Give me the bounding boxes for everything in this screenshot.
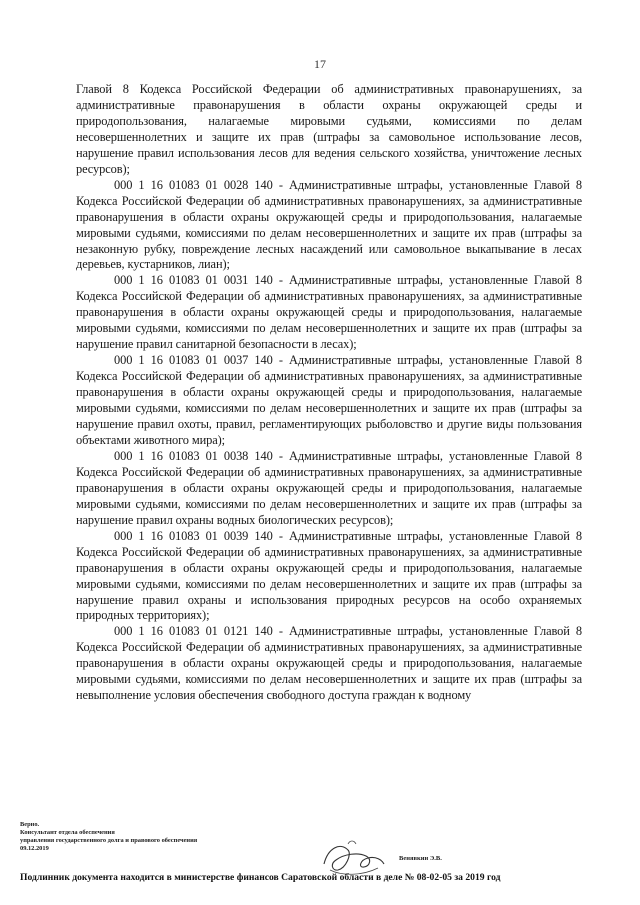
paragraph-code-0038: 000 1 16 01083 01 0038 140 - Административные штрафы, установленные Главой 8 Кодекса Российской Федерации об административных правонарушениях, за административные правонарушения в области охраны окружающей среды и природопользования, налагаемые мировыми судьями, комиссиями по делам несовершеннолетних и защите их прав (штрафы за нарушение правил охраны водных биологических ресурсов); xyxy=(76,448,582,527)
stamp-line: Консультант отдела обеспечения xyxy=(20,829,115,836)
stamp-line: 09.12.2019 xyxy=(20,845,49,852)
page-number: 17 xyxy=(314,57,326,71)
certification-stamp xyxy=(20,821,230,853)
paragraph-code-0039: 000 1 16 01083 01 0039 140 - Административные штрафы, установленные Главой 8 Кодекса Российской Федерации об административных правонарушениях, за административные правонарушения в области охраны окружающей среды и природопользования, налагаемые мировыми судьями, комиссиями по делам несовершеннолетних и защите их прав (штрафы за нарушение правил охраны и использования природных ресурсов на особо охраняемых природных территориях); xyxy=(76,528,582,623)
paragraph-continuation: Главой 8 Кодекса Российской Федерации об административных правонарушениях, за административные правонарушения в области охраны окружающей среды и природопользования, налагаемые мировыми судьями, комиссиями по делам несовершеннолетних и защите их прав (штрафы за самовольное использование лесов, нарушение правил использования лесов для ведения сельского хозяйства, уничтожение лесных ресурсов); xyxy=(76,82,582,176)
paragraph-code-0037: 000 1 16 01083 01 0037 140 - Административные штрафы, установленные Главой 8 Кодекса Российской Федерации об административных правонарушениях, за административные правонарушения в области охраны окружающей среды и природопользования, налагаемые мировыми судьями, комиссиями по делам несовершеннолетних и защите их прав (штрафы за нарушение правил охоты, правил, регламентирующих рыболовство и другие виды пользования объектами животного мира); xyxy=(76,353,582,447)
signer-name: Венявкин Э.В. xyxy=(399,855,442,862)
original-location-note: Подлинник документа находится в министерстве финансов Саратовской области в деле № 08-02-05 за 2019 год xyxy=(20,872,501,883)
paragraph-code-0028: 000 1 16 01083 01 0028 140 - Административные штрафы, установленные Главой 8 Кодекса Российской Федерации об административных правонарушениях, за административные правонарушения в области охраны окружающей среды и природопользования, налагаемые мировыми судьями, комиссиями по делам несовершеннолетних и защите их прав (штрафы за незаконную рубку, повреждение лесных насаждений или самовольное выкапывание в лесах деревьев, кустарников, лиан); xyxy=(76,177,582,272)
paragraph-code-0121: 000 1 16 01083 01 0121 140 - Административные штрафы, установленные Главой 8 Кодекса Российской Федерации об административных правонарушениях, за административные правонарушения в области охраны окружающей среды и природопользования, налагаемые мировыми судьями, комиссиями по делам несовершеннолетних и защите их прав (штрафы за невыполнение условия обеспечения свободного доступа граждан к водному xyxy=(76,624,582,703)
stamp-line: Верно. xyxy=(20,821,40,828)
paragraph-code-0031: 000 1 16 01083 01 0031 140 - Административные штрафы, установленные Главой 8 Кодекса Российской Федерации об административных правонарушениях, за административные правонарушения в области охраны окружающей среды и природопользования, налагаемые мировыми судьями, комиссиями по делам несовершеннолетних и защите их прав (штрафы за нарушение правил санитарной безопасности в лесах); xyxy=(76,273,582,352)
document-body xyxy=(76,82,582,704)
stamp-line: управления государственного долга и правового обеспечения xyxy=(20,837,198,844)
